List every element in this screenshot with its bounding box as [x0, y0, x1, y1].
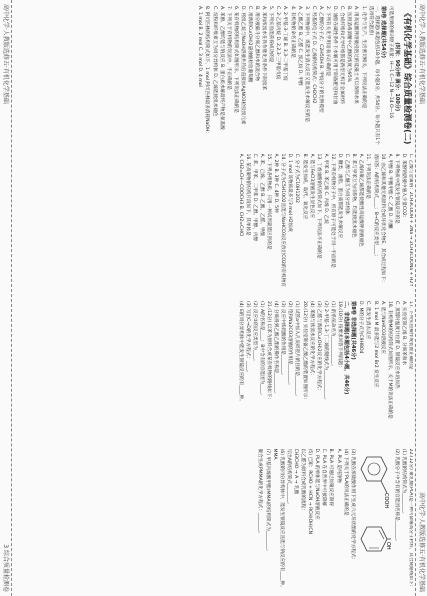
question-line: (7) 甲基丙烯酸甲酯(MMA)的结构简式为________。 [264, 448, 270, 554]
question-line: A. PLA 是纯净物 [335, 448, 341, 483]
question-line: 以乙醛为原料合成乳酸的流程： [300, 448, 306, 513]
question-line: C. 乙酸与金属钠：2CH3COOH + 2Na → 2CH3COONa + H2↑ [408, 153, 413, 288]
question-line: A. 苯和浓溴水在铁作催化剂条件下制溴苯 [261, 6, 267, 91]
question-line: 4. 有机物的命名正确的是 [289, 6, 295, 58]
question-line: D. M的分子式为C9H8O4 [358, 301, 364, 354]
question-line: 17. 下列实验操作或装置正确的是 [408, 301, 413, 370]
edge-top-right: 高中化学·人教版选修五·有机化学基础 [418, 492, 425, 592]
part-1-heading: 第Ⅰ卷 选择题(共54分) [379, 6, 386, 59]
question-line: (6) 乳酸的同分异构体中，能发生银镜反应且能与钠反应的有____种。 [278, 448, 284, 590]
question-line: A. CH2=CH—COOCH3 B. CH2=CHCl [237, 153, 243, 237]
question-line: A. 2种 B. 3种 C. 4种 D. 5种 [273, 153, 279, 213]
question-line: B. 用分液漏斗分离乙醇和水的混合物 [254, 6, 260, 81]
question-line: (2) 饱和Na2CO3溶液的作用是________。 [287, 301, 293, 388]
question-line: C. 分子式为C10H12O2 [294, 153, 300, 203]
question-line: D. 1 mol 该物质最多与3 mol H2加成 [287, 153, 293, 232]
column-1 [14, 6, 413, 148]
structure-figure [357, 449, 391, 591]
column-3 [14, 301, 413, 443]
question-line: 22.(12分) 聚乳酸(PLA)是一种可降解高分子材料，其合成路线如下： [408, 448, 413, 590]
question-line: B. 苯与甲苯互为同系物，均能使溴水褪色 [351, 153, 357, 238]
phenol-structure-icon [357, 519, 391, 579]
question-line: A. 乙酸乙酯 B. 乙醛 C. 溴乙烷 D. 甲醇 [296, 6, 302, 86]
chem-label-cooh: COOH [382, 492, 389, 508]
question-line: 第Ⅱ卷 非选择题(共46分) [350, 301, 357, 360]
question-line: A. 实验室制乙烯 B. 分离苯和水 [400, 301, 406, 366]
question-line: 21.(12分) 以苯为原料合成某有机物的路线如下： [266, 301, 272, 402]
question-line: MMA [271, 448, 277, 460]
question-line: 一、选择题(本题包括18小题，每小题3分，共54分。每小题只有1个选项符合题意) [367, 6, 379, 145]
question-line: 请回答：A的结构简式____；B→C的反应类型____； [372, 153, 378, 259]
question-line: 10. 由乙烯和其他无机原料合成环状化合物E，其合成过程如下： [379, 153, 385, 285]
question-line: D. 糖类、油脂、蛋白质都能发生水解反应 [337, 153, 343, 239]
question-line: A. 2-甲基-3-丁烯 B. 3,3-二甲基丁烷 [282, 6, 288, 81]
column-2 [14, 154, 413, 296]
question-line: 9. 下列物质中能发生银镜反应的是 [393, 153, 399, 224]
question-line: CH3CHO → A → 乳酸 [292, 448, 298, 495]
question-line: B. PLA 可通过加聚反应制得 [328, 448, 334, 506]
question-line: (4) 分离得到乙酸乙酯的操作名称是________。 [273, 301, 279, 397]
paper-title: 《有机化学基础》综合质量检测卷(二) [403, 9, 412, 145]
question-line: 二、非选择题(本题包括4小题，共46分) [343, 301, 350, 395]
question-line: (4) 下列关于PLA的说法正确的是 [342, 448, 348, 516]
question-line: 19.(10分) 按要求回答下列问题： [337, 301, 343, 370]
question-line: (4) E的同分异构体中能发生银镜反应的有____种。 [237, 301, 243, 404]
question-line: A. 甲苯 B. 苯乙烯 C. 丙烯 D. 乙烷 [322, 153, 328, 224]
question-line: D. PLA 的单体能与NaOH溶液反应 [314, 448, 320, 520]
question-line: C. 羟基的电子式 D. 乙烯的结构简式：CH2CH2 [310, 6, 316, 104]
question-line: D. 将溴乙烷与NaOH溶液共热后直接加AgNO3检验溴元素 [239, 6, 245, 125]
question-line: C. PLA 在自然界中可被降解 [321, 448, 327, 507]
question-line: 8. 阿司匹林的结构简式如下，1 mol 阿司匹林最多消耗NaOH： [204, 6, 210, 137]
top-edge [415, 0, 427, 596]
question-line: D. 苯酚钠溶液中通入少量CO2： [400, 153, 406, 221]
question-line: 6. 某有机物的结构简式如图所示，下列说法正确的是 [232, 6, 238, 113]
question-line: B. 医用消毒酒精中乙醇的浓度为95% [346, 6, 352, 83]
question-line: (1) A的名称是____；B中含有的官能团为____。 [259, 301, 265, 398]
question-line: A. 甲醇 B. 甲酸甲酯 C. 乙酸 D. 丙酮 [386, 153, 392, 229]
time-info: (时间：90分钟 满分：100分) [394, 42, 400, 112]
question-line: A. 苯酚、乙醇均能与钠反应 B. 蛋白质水解最终产物是氨基酸 [218, 6, 224, 130]
question-line: (3) 反应中浓硫酸的作用是________。 [280, 301, 286, 378]
question-line: C. 合成纤维和光导纤维都是新型无机非金属材料 [339, 6, 345, 105]
question-line: C. 苯、甲苯、二甲苯 D. 乙醇、甲醇、丙醇 [251, 153, 257, 242]
question-line: 2. 下列有关化学用语表示正确的是 [325, 6, 331, 77]
edge-top-left: 高中化学·人教版选修五·有机化学基础 [418, 4, 425, 104]
question-line: D. 油脂在碱性条件下水解可用于制备肥皂和甘油 [332, 6, 338, 105]
question-line: C. 乙醇与乙醚互为同分异构体 [344, 153, 350, 215]
question-line: A. 1 mol B. 2 mol C. 3 mol D. 4 mol [197, 6, 203, 87]
question-line: A. 用高锰酸钾溶液浸泡过的硅藻土可以保鲜水果 [353, 6, 359, 104]
question-line: 14. 分子式为C5H10O2且能与NaHCO3反应放出CO2的有机物有 [280, 153, 286, 287]
question-line: C. 淀粉和纤维素互为同分异构体 D. 乙烯能使溴水褪色 [211, 6, 217, 117]
question-line: (2) 乳酸分子中含有的官能团名称是________。 [393, 448, 399, 544]
question-line: 1. 化学与生产、生活密切相关，下列说法正确的是 [360, 6, 366, 109]
question-line: A. 能与FeCl3溶液发生显色反应 [308, 153, 314, 219]
question-line: A. 乙醇的分子式：C2H5OH B. 甲烷分子的比例模型 [317, 6, 323, 113]
question-line: (1) 的系统命名为____________。 [329, 301, 335, 369]
bottom-edge [0, 0, 12, 596]
question-line: C. 能发生消去反应 [365, 301, 371, 340]
question-line: 18. 有机物M的结构简式如图所示，关于M的说法正确的是 [386, 301, 392, 419]
question-line: (1) 乳酸的结构简式为________。 [400, 448, 406, 517]
question-line: (3) 乙醛与新制Cu(OH)2反应的化学方程式： [315, 301, 321, 393]
question-line: 15. 下列各组物质，只用一种试剂就能区别的是 [266, 153, 272, 250]
question-line: C. 2-乙基丙烷 D. 2,2,3-三甲基戊烷 [275, 6, 281, 80]
question-line: C. 用新制Cu(OH)2悬浊液检验葡萄糖 [247, 6, 253, 83]
question-line: (3) 写出C→D的化学方程式：____。 [244, 301, 250, 375]
edge-bottom-right: 3 综合质量检测卷 [2, 544, 9, 592]
question-line: A. 乙烯和聚乙烯都能使酸性高锰酸钾溶液褪色 [358, 153, 364, 247]
question-line: (2) 反应②的反应类型为____。 [251, 301, 257, 364]
question-line: (2) 2-甲基-1,3-丁二烯的键线式为____________。 [322, 301, 328, 403]
column-4 [14, 449, 413, 591]
question-line: 3. 下列物质中，既能发生消去反应又能发生水解反应的是 [303, 6, 309, 123]
question-line: B. 能发生加成、取代、氧化反应 [301, 153, 307, 220]
question-line: (5) 已知：RCHO + HCN → RCH(OH)CN [307, 448, 313, 535]
question-line: 13. 丁香油酚的结构简式如下，下列说法不正确的是 [315, 153, 321, 259]
chem-label-oh: OH [384, 541, 391, 550]
question-line: 20.(12分) 实验室制备乙酸乙酯的装置如图所示： [301, 301, 307, 402]
question-line: 16. 某高聚物的结构片段如下，其单体是 [244, 153, 250, 236]
question-line: A. 苯、己烯、乙醇 B. 乙酸、乙醛、甲酸 [259, 153, 265, 236]
question-line: B. 1 mol M 最多能与2 mol Br2 发生反应 [372, 301, 378, 388]
benzene-structure-icon [357, 449, 391, 509]
columns [14, 6, 413, 590]
question-line: 写出A的结构简式________。 [285, 448, 291, 507]
question-line: 5. 下列实验能获得成功的是 [268, 6, 274, 63]
question-line: C. 蒸馏时温度计位置 D. 银镜反应水浴加热 [393, 301, 399, 389]
question-line: 7. 下列关于有机物的说法中，不正确的是 [225, 6, 231, 90]
question-line: 11. 下列说法正确的是 [365, 153, 371, 200]
question-line: (3) 乳酸在浓硫酸作用下生成六元环状酯的化学方程式： [349, 448, 355, 563]
question-line: A. 能与NaHCO3溶液反应 [379, 301, 385, 354]
edge-bottom-left: 高中化学·人教版选修五·有机化学基础 [2, 4, 9, 104]
atomic-mass-info: 可能用到的相对原子质量：H—1 C—12 N—14 O—16 [387, 6, 393, 119]
question-line: (1) 试管a中加入几块碎瓷片的目的是________。 [294, 301, 300, 400]
question-line: 12. 下列有机物分子中，所有原子可能处于同一平面的是 [329, 153, 335, 268]
question-line: 聚合生成PMMA的化学方程式：________。 [257, 448, 263, 536]
question-line: (4) 苯酚与浓溴水反应的化学方程式： [308, 301, 314, 378]
